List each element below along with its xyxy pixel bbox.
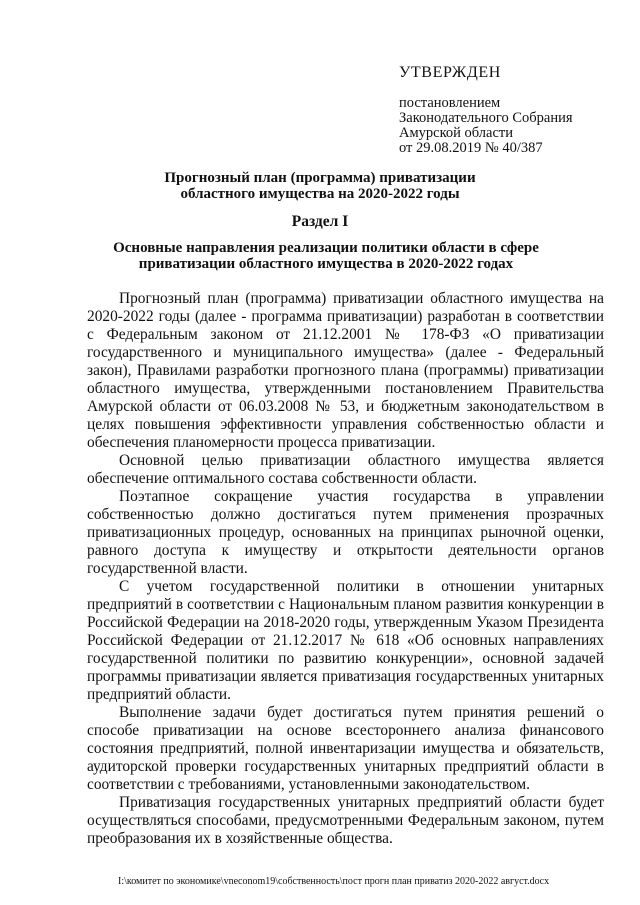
body-paragraph: Прогнозный план (программа) приватизации областного имущества на 2020-2022 годы (далее - программа приватизации) разработан в соответствии с Федеральным законом от 21.12.2001 № 178-ФЗ «О приватизации государственного и муниципального имущества» (далее - Федеральный закон), Правилами разработки прогнозного плана (программы) приватизации областного имущества, утвержденными постановлением Правительства Амурской области от 06.03.2008 № 53, и бюджетным законодательством в целях повышения эффективности управления собственностью области и обеспечения планомерности процесса приватизации. [87, 290, 604, 451]
file-path-footer: I:\комитет по экономике\vneconom19\собственность\пост прогн план приватиз 2020-2022 август.docx [118, 876, 550, 887]
document-body [87, 290, 604, 848]
approval-heading: УТВЕРЖДЕН [399, 64, 501, 81]
body-paragraph: Приватизация государственных унитарных предприятий области будет осуществляться способами, предусмотренными Федеральным законом, путем преобразования их в хозяйственные общества. [87, 794, 604, 847]
section-subtitle-line: Основные направления реализации политики области в сфере [113, 240, 539, 256]
approval-block [399, 96, 573, 156]
body-paragraph: Поэтапное сокращение участия государства в управлении собственностью должно достигаться путем применения прозрачных приватизационных процедур, основанных на принципах рыночной оценки, равного доступа к имуществу и открытости деятельности органов государственной власти. [87, 488, 604, 577]
body-paragraph: С учетом государственной политики в отношении унитарных предприятий в соответствии с Национальным планом развития конкуренции в Российской Федерации на 2018-2020 годы, утвержденным Указом Президента Российской Федерации от 21.12.2017 № 618 «Об основных направлениях государственной политики по развитию конкуренции», основной задачей программы приватизации является приватизация государственных унитарных предприятий области. [87, 578, 604, 703]
section-subtitle [96, 240, 556, 272]
approval-line: от 29.08.2019 № 40/387 [399, 140, 543, 156]
approval-line: постановлением [399, 95, 501, 111]
section-subtitle-line: приватизации областного имущества в 2020-2022 годах [138, 256, 514, 272]
section-heading: Раздел I [291, 213, 349, 230]
body-paragraph: Выполнение задачи будет достигаться путем принятия решений о способе приватизации на основе всестороннего анализа финансового состояния предприятий, полной инвентаризации имущества и обязательств, аудиторской проверки государственных унитарных предприятий области в соответствии с требованиями, установленными законодательством. [87, 704, 604, 793]
body-paragraph: Основной целью приватизации областного имущества является обеспечение оптимального состава собственности области. [87, 452, 604, 487]
approval-line: Амурской области [399, 125, 513, 141]
document-title-line: Прогнозный план (программа) приватизации [164, 170, 476, 186]
document-title-line: областного имущества на 2020-2022 годы [180, 186, 460, 202]
document-title [120, 170, 520, 202]
approval-line: Законодательного Собрания [399, 110, 573, 126]
